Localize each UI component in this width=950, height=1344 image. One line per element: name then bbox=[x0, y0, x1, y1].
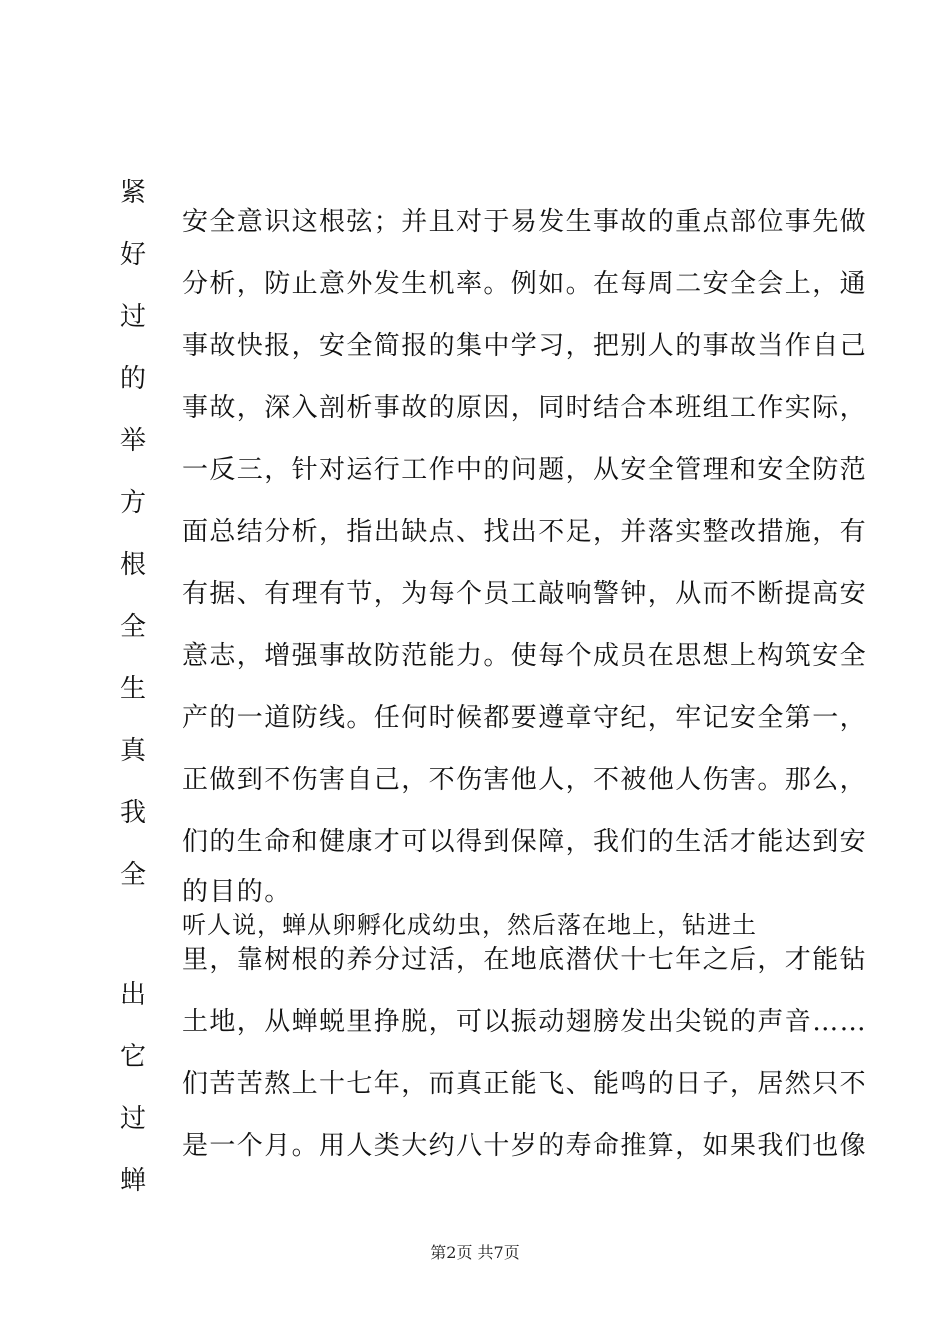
text-line: 事故，深入剖析事故的原因，同时结合本班组工作实际， bbox=[182, 393, 868, 423]
text-line: 们的生命和健康才可以得到保障，我们的生活才能达到安 bbox=[182, 827, 868, 857]
left-margin-char: 全 bbox=[120, 612, 147, 642]
left-margin-char: 全 bbox=[120, 860, 147, 890]
left-margin-char: 过 bbox=[120, 302, 147, 332]
left-margin-char: 举 bbox=[120, 426, 147, 456]
text-line: 面总结分析，指出缺点、找出不足，并落实整改措施，有 bbox=[182, 517, 868, 547]
left-margin-char: 生 bbox=[120, 674, 147, 704]
left-margin-char: 真 bbox=[120, 736, 147, 766]
text-line: 的目的。 bbox=[182, 877, 292, 907]
text-line: 事故快报，安全简报的集中学习，把别人的事故当作自己 bbox=[182, 331, 868, 361]
text-line: 里，靠树根的养分过活，在地底潜伏十七年之后，才能钻 bbox=[182, 945, 868, 975]
left-margin-char: 根 bbox=[120, 550, 147, 580]
text-line: 们苦苦熬上十七年，而真正能飞、能鸣的日子，居然只不 bbox=[182, 1069, 868, 1099]
left-margin-char: 我 bbox=[120, 798, 147, 828]
left-margin-char: 蝉 bbox=[120, 1166, 147, 1196]
text-line: 产的一道防线。任何时候都要遵章守纪，牢记安全第一， bbox=[182, 703, 868, 733]
text-line: 安全意识这根弦；并且对于易发生事故的重点部位事先做 bbox=[182, 207, 868, 237]
left-margin-char: 方 bbox=[120, 488, 147, 518]
text-line: 有据、有理有节，为每个员工敲响警钟，从而不断提高安 bbox=[182, 579, 868, 609]
text-line: 听人说，蝉从卵孵化成幼虫，然后落在地上，钻进土 bbox=[182, 911, 757, 939]
left-margin-char: 它 bbox=[120, 1042, 147, 1072]
left-margin-char: 出 bbox=[120, 980, 147, 1010]
text-line: 是一个月。用人类大约八十岁的寿命推算，如果我们也像 bbox=[182, 1131, 868, 1161]
text-line: 意志，增强事故防范能力。使每个成员在思想上构筑安全 bbox=[182, 641, 868, 671]
left-margin-char: 过 bbox=[120, 1104, 147, 1134]
left-margin-char: 好 bbox=[120, 240, 147, 270]
page-footer: 第2页 共7页 bbox=[430, 1243, 520, 1262]
left-margin-char: 的 bbox=[120, 364, 147, 394]
text-line: 土地，从蝉蜕里挣脱，可以振动翅膀发出尖锐的声音…… bbox=[182, 1007, 868, 1037]
text-line: 分析，防止意外发生机率。例如。在每周二安全会上，通 bbox=[182, 269, 868, 299]
left-margin-char: 紧 bbox=[120, 178, 147, 208]
text-line: 一反三，针对运行工作中的问题，从安全管理和安全防范 bbox=[182, 455, 868, 485]
text-line: 正做到不伤害自己，不伤害他人，不被他人伤害。那么， bbox=[182, 765, 868, 795]
